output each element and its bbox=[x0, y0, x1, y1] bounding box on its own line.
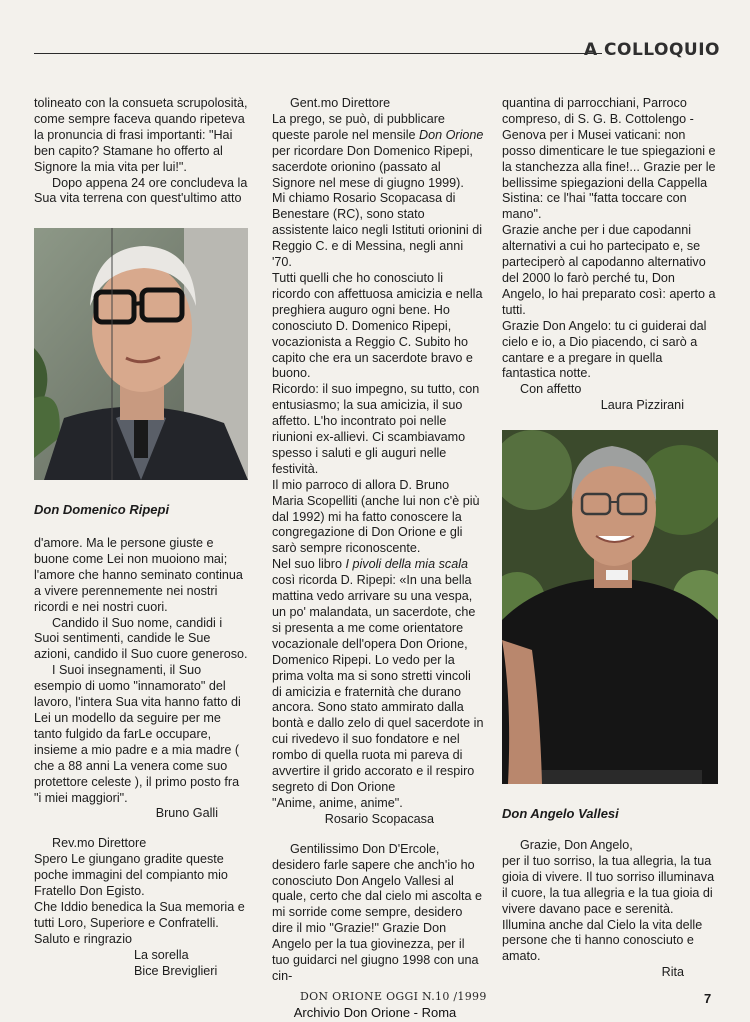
signature: Laura Pizzirani bbox=[600, 398, 684, 413]
column-2 bbox=[272, 96, 484, 985]
signature: Bruno Galli bbox=[155, 806, 218, 821]
column-1-bottom bbox=[34, 536, 248, 979]
header-rule bbox=[34, 53, 602, 54]
signature: Bice Breviglieri bbox=[134, 963, 218, 978]
footer-issue: DON ORIONE OGGI N.10 /1999 bbox=[300, 990, 487, 1003]
text-run: La prego, se può, di pubblicare queste parole nel mensile bbox=[272, 111, 445, 142]
photo-caption: Don Angelo Vallesi bbox=[502, 806, 619, 821]
section-title: A COLLOQUIO bbox=[583, 40, 720, 60]
column-3-bottom bbox=[502, 838, 718, 981]
photo-don-domenico-ripepi bbox=[34, 228, 248, 480]
paragraph: I Suoi insegnamenti, il Suo esempio di uomo "innamorato" del lavoro, l'intera Sua vita hanno fatto di Lei un modello da seguire per me tanto fulgido da farLe occupare, insieme a mio padre e a mia madre ( che a 88 anni La venera come suo protettore celeste ), il primo posto fra "i miei maggiori". bbox=[34, 663, 241, 805]
letter-greeting: Rev.mo Direttore bbox=[52, 836, 147, 851]
photo-caption: Don Domenico Ripepi bbox=[34, 502, 170, 517]
photo-don-angelo-vallesi bbox=[502, 430, 718, 784]
text-run: per ricordare Don Domenico Ripepi, sacerdote orionino (passato al Signore nel mese di giugno 1999). bbox=[272, 143, 473, 190]
archive-watermark: Archivio Don Orione - Roma bbox=[293, 1005, 457, 1020]
paragraph: Illumina anche dal Cielo la vita delle persone che ti hanno conosciuto e amato. bbox=[502, 917, 703, 964]
paragraph: per il tuo sorriso, la tua allegria, la tua gioia di vivere. Il tuo sorriso illuminava il cuore, la tua allegria e la tua gioia di vivere davano pace e serenità. bbox=[502, 853, 715, 916]
column-1-top bbox=[34, 96, 248, 207]
paragraph: Dopo appena 24 ore concludeva la Sua vita terrena con quest'ultimo atto bbox=[34, 175, 248, 206]
paragraph bbox=[272, 112, 484, 192]
letter-greeting: Gentilissimo Don D'Ercole, bbox=[290, 841, 440, 856]
paragraph: d'amore. Ma le persone giuste e buone come Lei non muoiono mai; l'amore che hanno seminato continua a vivere perennemente nei nostri ricordi e nei nostri cuori. bbox=[34, 536, 243, 614]
paragraph: Tutti quelli che ho conosciuto li ricordo con affettuosa amicizia e nella preghiera auguro ogni bene. Ho conosciuto D. Domenico Ripepi, vocazionista a Reggio C. Subito ho capito che era un sacerdote bravo e buono. bbox=[272, 270, 483, 381]
paragraph: Candido il Suo nome, candidi i Suoi sentimenti, candide le Sue azioni, candido il Suo cuore generoso. bbox=[34, 615, 248, 662]
paragraph: Mi chiamo Rosario Scopacasa di Benestare (RC), sono stato assistente laico negli Istituti orionini di Reggio C. e di Messina, negli anni '70. bbox=[272, 191, 483, 270]
paragraph: Che Iddio benedica la Sua memoria e tutti Loro, Superiore e Confratelli. bbox=[34, 899, 245, 930]
closing: Con affetto bbox=[520, 382, 582, 397]
paragraph: Spero Le giungano gradite queste poche immagini del compianto mio Fratello Don Egisto. bbox=[34, 852, 228, 899]
signature: Rita bbox=[661, 965, 684, 980]
text-run: così ricorda D. Ripepi: «In una bella mattina vedo arrivare su una vespa, un po' malandata, un sacerdote, che si presenta a me come orientatore vocazionale dell'opera Don Orione, Domenico Ripepi. Lo vedo per la prima volta ma si sono stretti vincoli di amicizia e fraternità che durano ancora. Sono stato ammirato dalla bontà e dallo zelo di quel sacerdote in cui rivedevo il suo fondatore e nel rombo di quella ruota mi pareva di avvertire il grido accorato e il respiro segreto di Don Orione bbox=[272, 573, 484, 794]
letter-greeting: Gent.mo Direttore bbox=[290, 96, 391, 110]
column-3-top bbox=[502, 96, 718, 414]
paragraph: tolineato con la consueta scrupolosità, come sempre faceva quando ripeteva la pronuncia di frasi importanti: "Hai ben capito? Stamane ho offerto al Signore la mia vita per lui!". bbox=[34, 96, 248, 174]
letter-greeting: Grazie, Don Angelo, bbox=[520, 838, 633, 852]
page-number: 7 bbox=[704, 991, 712, 1006]
paragraph: desidero farle sapere che anch'io ho conosciuto Don Angelo Vallesi al quale, certo che dal cielo mi ascolta e mi sorride come sempre, desidero dire il mio "Grazie!" Grazie Don Angelo per la tua giovinezza, per il tuo guidarci nel giugno 1998 con una cin- bbox=[272, 857, 483, 983]
paragraph bbox=[272, 557, 484, 796]
paragraph: quantina di parrocchiani, Parroco compreso, di S. G. B. Cottolengo - Genova per i Musei vaticani: non posso dimenticare le tue spiegazioni e la stanchezza alla fine!... Grazie per le bellissime spiegazioni della Cappella Sistina: ce l'hai "fatta toccare con mano". bbox=[502, 96, 716, 222]
paragraph: Grazie Don Angelo: tu ci guiderai dal cielo e io, a Dio piacendo, ci sarò a cantare e a pregare in quella fantastica notte. bbox=[502, 318, 707, 381]
paragraph: Saluto e ringrazio bbox=[34, 931, 133, 946]
paragraph: "Anime, anime, anime". bbox=[272, 795, 403, 810]
paragraph: Ricordo: il suo impegno, su tutto, con entusiasmo; la sua amicizia, il suo affetto. L'ho incontrato poi nelle riunioni ex-allievi. Ci scambiavamo spesso i saluti e gli auguri nelle festività. bbox=[272, 382, 480, 476]
signature: Rosario Scopacasa bbox=[324, 811, 434, 826]
paragraph: Grazie anche per i due capodanni alternativi a cui ho partecipato e, se parteciperò al capodanno alternativo del 2000 lo farò perché tu, Don Angelo, lo hai preparato così: aperto a tutti. bbox=[502, 223, 716, 317]
book-title: I pivoli della mia scala bbox=[345, 557, 468, 572]
paragraph: Il mio parroco di allora D. Bruno Maria Scopelliti (anche lui non c'è più dal 1992) mi ha fatto conoscere la congregazione di Don Orione e gli sarò sempre riconoscente. bbox=[272, 477, 480, 556]
text-run: Nel suo libro bbox=[272, 557, 346, 572]
signature: La sorella bbox=[134, 947, 189, 962]
magazine-title: Don Orione bbox=[419, 127, 484, 142]
